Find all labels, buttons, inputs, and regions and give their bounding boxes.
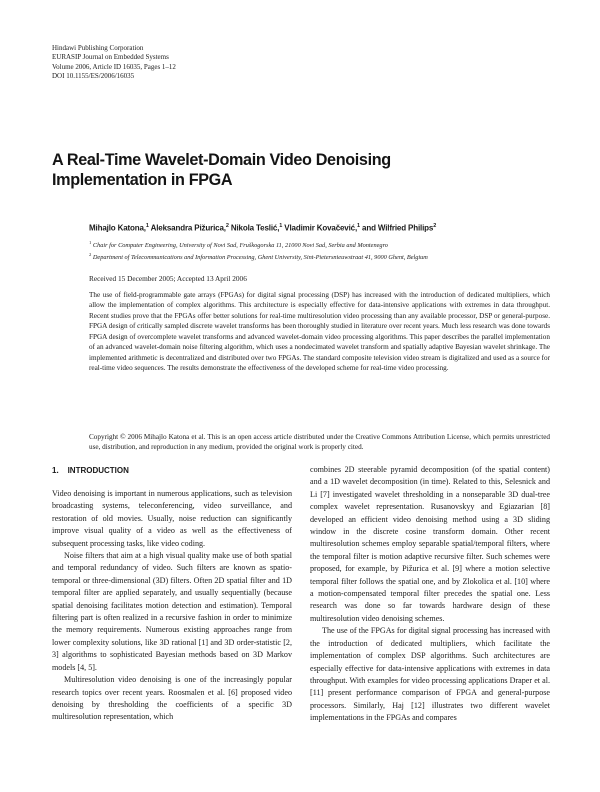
author-name: Aleksandra Pižurica,: [150, 223, 226, 233]
author-affil-mark: 2: [433, 223, 437, 229]
header-journal: EURASIP Journal on Embedded Systems: [52, 53, 169, 62]
received-dates: Received 15 December 2005; Accepted 13 April 2006: [89, 274, 247, 283]
title-line-2: Implementation in FPGA: [52, 171, 233, 189]
body-paragraph: combines 2D steerable pyramid decomposition (of the spatial content) and a 1D wavelet decomposition (in time). Related to this, Selesnick and Li [7] investigated wavelet thresholding in a nonseparable 3D dual-tree complex wavelet representation. Rusanovskyy and Egiazarian [8] developed an efficient video denoising method using a 3D sliding window in the discrete cosine transform domain. Other recent multiresolution schemes employ separable spatial/temporal filters, where the temporal filter is motion adaptive recursive filter. Such schemes were proposed, for example, by Pižurica et al. [9] where a motion selective temporal filter follows the spatial one, and by Zlokolica et al. [10] where a motion-compensated temporal filter precedes the spatial one. Less research was done so far towards hardware design of these multiresolution video denoising schemes.: [310, 465, 550, 623]
journal-header: [52, 44, 176, 81]
section-number: 1.: [52, 466, 59, 475]
copyright-notice: Copyright © 2006 Mihajlo Katona et al. This is an open access article distributed under the Creative Commons Attribution License, which permits unrestricted use, distribution, and reproduction in any medium, provided the original work is properly cited.: [89, 433, 550, 452]
right-column: [310, 464, 550, 725]
affiliation-2: [89, 252, 428, 261]
affiliation-1: [89, 240, 388, 249]
affiliation-mark: 1: [89, 240, 92, 245]
body-paragraph: Noise filters that aim at a high visual quality make use of both spatial and temporal redundancy of video. Such filters are known as spatio-temporal or three-dimensional (3D) filters. Often 2D spatial filter and 1D temporal filter are applied separately, and usually sequentially (because spatial denoising facilitates motion detection and estimation). Temporal filtering part is often realized in a recursive fashion in order to minimize the memory requirements. Numerous existing approaches range from lower complexity solutions, like 3D rational [1] and 3D order-statistic [2, 3] algorithms to sophisticated Bayesian methods based on 3D Markov models [4, 5].: [52, 551, 292, 672]
affiliation-text: Chair for Computer Engineering, University of Novi Sad, Fruškogorska 11, 21000 Novi Sad, Serbia and Montenegro: [92, 242, 388, 250]
header-publisher: Hindawi Publishing Corporation: [52, 44, 144, 52]
section-title: INTRODUCTION: [67, 466, 129, 475]
affiliation-mark: 2: [89, 252, 92, 257]
header-doi: DOI 10.1155/ES/2006/16035: [52, 71, 135, 80]
affiliation-text: Department of Telecommunications and Information Processing, Ghent University, Sint-Pietersnieuwstraat 41, 9000 Ghent, Belgium: [92, 254, 428, 262]
author-affil-mark: 1: [145, 223, 149, 229]
body-paragraph: Video denoising is important in numerous applications, such as television broadcasting systems, teleconferencing, video surveillance, and restoration of old movies. Usually, noise reduction can significantly improve visual quality of a video as well as the effectiveness of subsequent processing tasks, like video coding.: [52, 489, 292, 548]
abstract: The use of field-programmable gate arrays (FPGAs) for digital signal processing (DSP) has increased with the introduction of dedicated multipliers, which allow the implementation of complex algorithms. This architecture is especially effective for data-intensive applications with extremes in data throughput. Recent studies prove that the FPGAs offer better solutions for real-time multiresolution video processing than any available processor, DSP or general-purpose. FPGA design of critically sampled discrete wavelet transforms has been thoroughly studied in literature over recent years. Much less research was done towards FPGA design of overcomplete wavelet transforms and advanced wavelet-domain video processing algorithms. This paper describes the parallel implementation of an advanced wavelet-domain noise filtering algorithm, which uses a nondecimated wavelet transform and spatially adaptive Bayesian wavelet shrinkage. The implemented arithmetic is decentralized and distributed over two FPGAs. The standard composite television video stream is digitalized and used as a source for real-time video sequences. The results demonstrate the effectiveness of the developed scheme for real-time video processing.: [89, 291, 550, 373]
author-affil-mark: 2: [225, 223, 229, 229]
author-affil-mark: 1: [279, 223, 283, 229]
body-paragraph: Multiresolution video denoising is one of the increasingly popular research topics over recent years. Roosmalen et al. [6] proposed video denoising by thresholding the coefficients of a specific 3D multiresolution representation, which: [52, 675, 292, 722]
section-heading: [52, 466, 129, 475]
author-name: Wilfried Philips: [377, 223, 434, 233]
author-name: Vladimir Kovačević,: [284, 223, 358, 233]
author-name: Nikola Teslić,: [230, 223, 280, 233]
author-affil-mark: 1: [357, 223, 360, 229]
title-line-1: A Real-Time Wavelet-Domain Video Denoising: [52, 151, 391, 169]
body-paragraph: The use of the FPGAs for digital signal processing has increased with the introduction of dedicated multipliers, which facilitate the implementation of complex DSP algorithms. Such architectures are especially effective for data-intensive applications with extremes in data throughput. With examples for video processing applications Draper et al. [11] present performance comparison of FPGA and general-purpose processors. Similarly, Haj [12] illustrates two different wavelet implementations in the FPGAs and compares: [310, 626, 550, 723]
paper-title: [52, 150, 391, 190]
header-volume: Volume 2006, Article ID 16035, Pages 1–12: [52, 62, 176, 71]
left-column: [52, 488, 292, 724]
author-list: Mihajlo Katona,$^1$ Aleksandra Pižurica,$^2$ Nikola Teslić,$^1$ Vladimir Kovačević,$^1$ and Wilfried Philips$^2$: [89, 223, 437, 233]
author-name: Mihajlo Katona,: [89, 223, 146, 233]
